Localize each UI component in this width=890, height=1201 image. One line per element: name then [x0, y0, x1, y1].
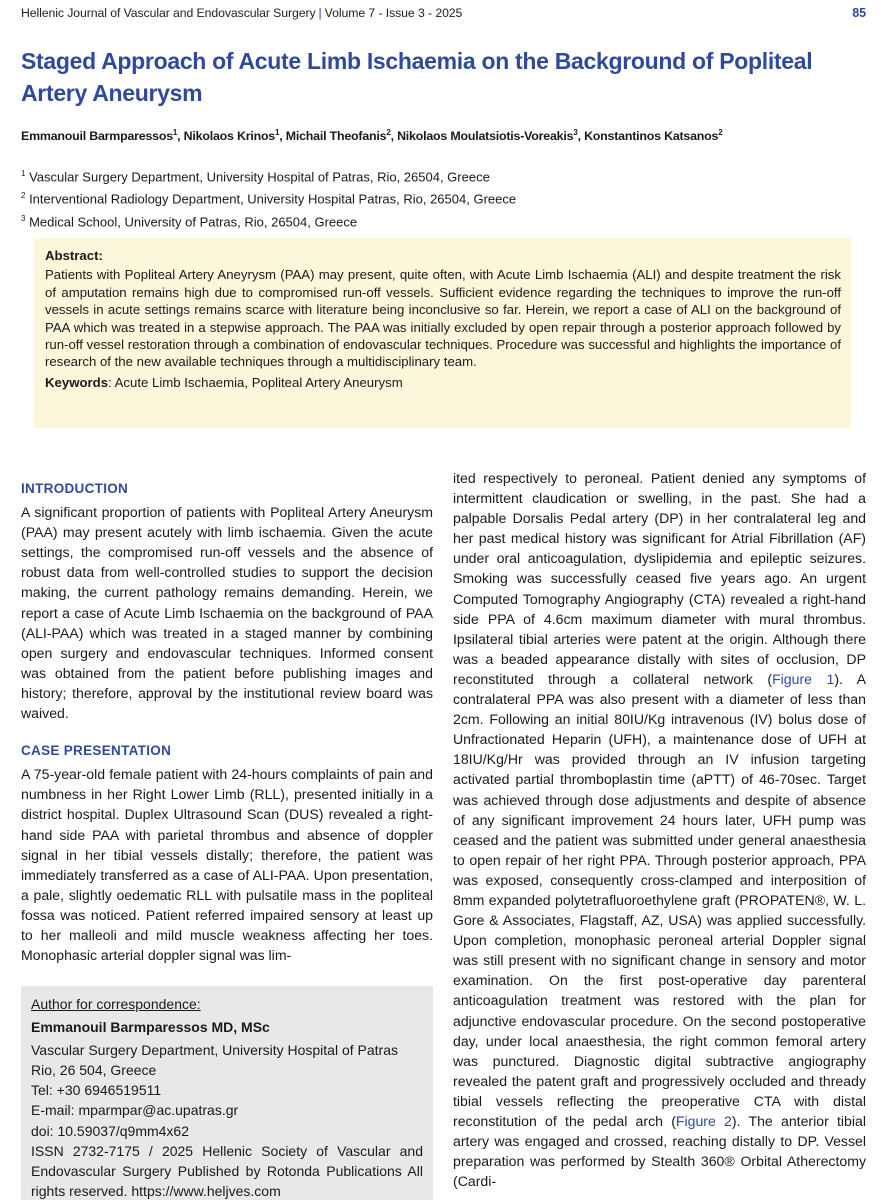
correspondence-phone: Tel: +30 6946519511 — [31, 1082, 162, 1099]
abstract-text: Patients with Popliteal Artery Aneyrysm (PAA) may present, quite often, with Acute Limb Ischaemia (ALI) and despite treatment the risk of amputation remains high due to compromised run-off vessels. Sufficient evidence regarding the techniques to improve the run-off vessels in acute settings remains scarce with literature being inconclusive so far. Herein, we report a case of ALI on the background of PAA which was treated in a stepwise approach. The PAA was initially excluded by open repair through a posterior approach followed by run-off vessel restoration through a combination of endovascular techniques. Procedure was successful and highlights the importance of research of the new available techniques through a multidisciplinary team. — [45, 267, 841, 370]
figure-2-link[interactable]: Figure 2 — [675, 1113, 732, 1129]
keywords-label: Keywords — [45, 374, 109, 390]
issn-copyright: ISSN 2732-7175 / 2025 Hellenic Society of Vascular and Endovascular Surgery Published by Rotonda Publications All rights reserved. https://www.heljves.com — [31, 1142, 423, 1199]
affiliation-number: 2 — [21, 191, 26, 201]
abstract-box — [34, 238, 851, 428]
page-number: 85 — [852, 6, 866, 20]
author: Nikolaos Krinos — [183, 129, 275, 144]
doi[interactable]: doi: 10.59037/q9mm4x62 — [31, 1122, 189, 1139]
section-heading-case-presentation: CASE PRESENTATION — [21, 743, 172, 759]
affiliation — [21, 209, 516, 231]
author: Konstantinos Katsanos — [584, 129, 719, 144]
affiliation-number: 1 — [21, 169, 26, 178]
running-header — [21, 6, 866, 24]
affiliation — [21, 164, 516, 186]
correspondence-email[interactable]: E-mail: mparmpar@ac.upatras.gr — [31, 1102, 239, 1119]
affiliation-marker: 1 — [172, 128, 178, 137]
header-separator: | — [318, 6, 322, 20]
keywords — [45, 374, 841, 391]
correspondence-name: Emmanouil Barmparessos MD, MSc — [31, 1019, 270, 1036]
correspondence-address: Rio, 26 504, Greece — [31, 1062, 157, 1079]
introduction-text: A significant proportion of patients with Popliteal Artery Aneurysm (PAA) may present acutely with limb ischaemia. Given the acute settings, the compromised run-off vessels and the absence of robust data from well-controlled studies to support the decision making, the current pathology remains demanding. Herein, we report a case of Acute Limb Ischaemia on the background of PAA (ALI-PAA) which was treated in a staged manner by combining open surgery and endovascular techniques. Informed consent was obtained from the patient before publishing images and history; therefore, approval by the institutional review board was waived. — [21, 504, 433, 722]
affiliation-text: Interventional Radiology Department, University Hospital Patras, Rio, 26504, Greece — [25, 191, 517, 207]
body-text: ited respectively to peroneal. Patient denied any symptoms of intermittent claudication or swelling, in the past. She had a palpable Dorsalis Pedal artery (DP) in her contralateral leg and her past medical history was significant for Atrial Fibrillation (AF) under oral anticoagulation, dyslipidemia and epileptic seizures. Smoking was successfully ceased five years ago. An urgent Computed Tomography Angiography (CTA) revealed a right-hand side PPA of 4.6cm maximum diameter with mural thrombus. Ipsilateral tibial arteries were patent at the origin. Although there was a beaded appearance distally with sites of occlusion, DP reconstituted through a collateral network ( — [453, 470, 866, 687]
correspondence-address: Vascular Surgery Department, University Hospital of Patras — [31, 1042, 398, 1059]
body-text: ). The anterior tibial artery was engaged and crossed, reaching distally to DP. Vessel preparation was performed by Stealth 360® Orbital Atherectomy (Cardi- — [453, 1113, 866, 1190]
correspondence-label: Author for correspondence: — [31, 996, 201, 1012]
body-text: ). A contralateral PPA was also present with a diameter of less than 2cm. Following an initial 80IU/Kg intravenous (IV) bolus dose of Unfractionated Heparin (UFH), a maintenance dose of UFH at 18IU/Kg/Hr was provided through an IV infusion targeting activated partial thromboplastin time (aPTT) of 46-70sec. Target was achieved through dose adjustments and despite of absence of any significant improvement 24 hours later, UFH pump was ceased and the patient was submitted under general anaesthesia to open repair of her right PPA. Through posterior approach, PPA was exposed, consequently cross-clamped and interposition of 8mm expanded polytetrafluoroethylene graft (PROPATEN®, W. L. Gore & Associates, Flagstaff, AZ, USA) was applied successfully. Upon completion, monophasic peroneal arterial Doppler signal was still present with no significant change in sensory and motor examination. On the first post-operative day parenteral anticoagulation treatment was restored with the plan for adjunctive endovascular procedure. On the second postoperative day, under local anaesthesia, the right common femoral artery was punctured. Diagnostic digital subtractive angiography revealed the patent graft and progressively occluded and thready tibial vessels reflecting the preoperative CTA with distal reconstitution of the pedal arch ( — [453, 670, 866, 1129]
article-title: Staged Approach of Acute Limb Ischaemia on the Background of Popliteal Artery Aneurysm — [21, 48, 813, 106]
right-column — [453, 468, 866, 1191]
affiliation-marker: 1 — [275, 128, 280, 137]
affiliation-text: Medical School, University of Patras, Rio, 26504, Greece — [25, 213, 358, 229]
keywords-text: : Acute Limb Ischaemia, Popliteal Artery Aneurysm — [108, 374, 403, 390]
affiliation-marker: 2 — [718, 128, 723, 137]
author-list: Emmanouil Barmparessos$^1$, Nikolaos Krinos$^1$, Michail Theofanis$^2$, Nikolaos Moulatsiotis-Voreakis$^3$, Konstantinos Katsanos$^2$ — [21, 128, 723, 144]
author: Nikolaos Moulatsiotis-Voreakis — [397, 129, 574, 144]
section-heading-introduction: INTRODUCTION — [21, 481, 129, 496]
case-presentation-continued — [453, 468, 866, 1191]
affiliation-marker: 3 — [573, 128, 578, 137]
case-presentation-text: A 75-year-old female patient with 24-hours complaints of pain and numbness in her Right Lower Limb (RLL), presented initially in a district hospital. Duplex Ultrasound Scan (DUS) revealed a right-hand side PAA with parietal thrombus and absence of doppler signal in her tibial vessels distally; therefore, the patient was immediately transferred as a case of ALI-PAA. Upon presentation, a pale, slightly oedematic RLL with pulsatile mass in the popliteal fossa was noticed. Patient referred impaired sensory at least up to her malleoli and mild muscle weakness affecting her toes. Monophasic arterial doppler signal was lim- — [21, 766, 433, 964]
abstract-label: Abstract: — [45, 248, 103, 263]
affiliation-marker: 2 — [386, 128, 391, 137]
affiliation-text: Vascular Surgery Department, University Hospital of Patras, Rio, 26504, Greece — [25, 169, 490, 185]
issue-info: Volume 7 - Issue 3 - 2025 — [324, 6, 463, 20]
left-column — [21, 479, 433, 965]
figure-1-link[interactable]: Figure 1 — [772, 670, 835, 687]
correspondence-box — [21, 986, 433, 1200]
affiliation-number: 3 — [21, 213, 26, 223]
author: Emmanouil Barmparessos — [21, 129, 173, 144]
affiliation — [21, 186, 516, 208]
author: Michail Theofanis — [285, 129, 387, 144]
journal-name: Hellenic Journal of Vascular and Endovascular Surgery — [21, 6, 316, 20]
affiliations — [21, 164, 516, 231]
